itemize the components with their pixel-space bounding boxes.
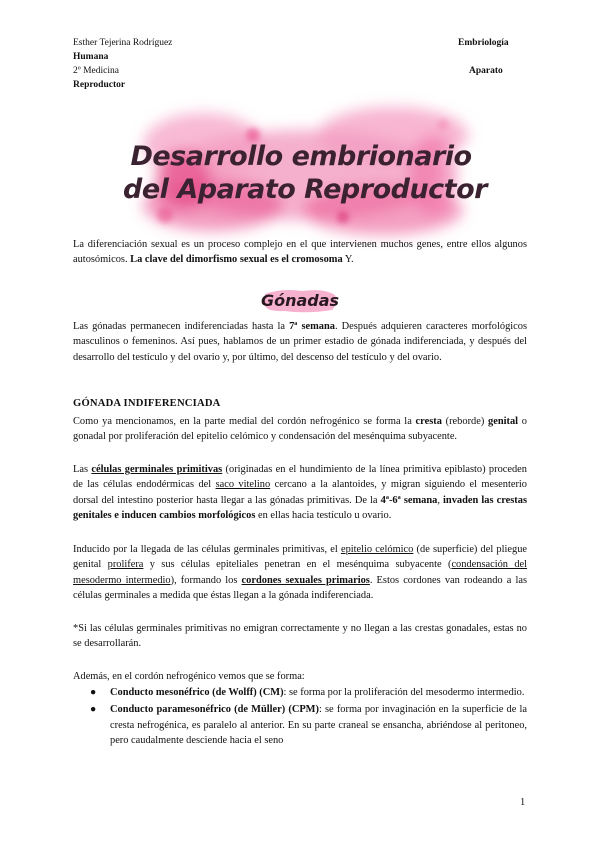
- paragraph-cresta-genital: [73, 414, 527, 445]
- section-heading-gonada-indiferenciada: GÓNADA INDIFERENCIADA: [73, 398, 221, 409]
- p2-b: cresta: [415, 416, 442, 427]
- paragraph-gonadas: [73, 319, 527, 365]
- p2-e: o gonadal por proliferación del epitelio celómico y condensación del mesénquima subyacente.: [73, 416, 527, 443]
- watercolor-banner-image: [123, 105, 487, 235]
- intro-text: La diferenciación sexual es un proceso complejo en el que intervienen muchos genes, entre ellos algunos autosómicos.: [73, 239, 527, 266]
- gonadas-highlight: [262, 286, 338, 314]
- p3-c: (originadas en el hundimiento de la línea primitiva epiblasto) proceden de las células endodérmicas del: [73, 464, 527, 491]
- gonadas-heading-text: Gónadas: [260, 291, 340, 310]
- p1-a: Las gónadas permanecen indiferenciadas hasta la: [73, 321, 290, 332]
- p2-c: (reborde): [441, 416, 489, 427]
- p4-b: epitelio celómico: [340, 544, 414, 555]
- list-item: [73, 685, 527, 700]
- header-topic: Aparato: [469, 66, 503, 76]
- header-course: 2º Medicina: [73, 66, 119, 76]
- banner-title-line1: Desarrollo embrionario: [130, 141, 472, 172]
- p1-c: . Después adquieren caracteres morfológicos masculinos o femeninos. Así pues, hablamos de un primer estadio de gónada indiferenciada, y después del desarrollo del testículo y del ovario y, por último, del descenso del testículo y del ovario.: [73, 321, 528, 363]
- p3-g: ,: [437, 494, 444, 506]
- bullet-text: : se forma por invaginación en la superficie de la cresta nefrogénica, es paralelo al anterior. En su parte craneal se ensancha, abriéndose al peritoneo, pero caudalmente desciende hacia el seno: [110, 704, 527, 746]
- paragraph-cordones-sexuales: [73, 542, 527, 603]
- banner-title-line2: del Aparato Reproductor: [123, 174, 487, 205]
- bullet-icon: ●: [90, 704, 97, 716]
- p2-d: genital: [488, 416, 519, 427]
- p3-b: células germinales primitivas: [91, 464, 223, 475]
- p1-b: 7ª semana: [289, 321, 335, 332]
- header-subject: Embriología: [458, 38, 509, 48]
- paragraph-cordon-nefrogenico: Además, en el cordón nefrogénico vemos que se forma:: [73, 671, 305, 682]
- p3-a: Las: [73, 464, 92, 475]
- gonadas-heading: [262, 286, 338, 314]
- p3-f: 4ª-6ª semana: [380, 494, 438, 506]
- intro-paragraph: [73, 237, 527, 268]
- header-subject-cont: Humana: [73, 52, 109, 62]
- page-number: 1: [520, 797, 526, 808]
- bullet-icon: ●: [90, 687, 97, 698]
- p3-h: invaden las crestas genitales e inducen cambios morfológicos: [73, 494, 528, 521]
- note-paragraph: *Si las células germinales primitivas no emigran correctamente y no llegan a las crestas gonadales, estas no se desarrollarán.: [73, 623, 527, 650]
- p4-h: cordones sexuales primarios: [241, 574, 370, 586]
- p3-d: saco vitelino: [215, 479, 271, 491]
- bullet-term: Conducto mesonéfrico (de Wolff) (CM): [110, 687, 284, 698]
- p4-i: . Estos cordones van rodeando a las células germinales a medida que éstas llegan a la gónada indiferenciada.: [73, 574, 527, 601]
- p4-c: (de superficie) del pliegue genital: [73, 544, 528, 571]
- paragraph-celulas-germinales: [73, 462, 527, 523]
- list-item: [73, 702, 527, 748]
- intro-bold: La clave del dimorfismo sexual es el cromosoma: [130, 254, 343, 266]
- p2-a: Como ya mencionamos, en la parte medial del cordón nefrogénico se forma la: [73, 416, 416, 427]
- p4-g: ), formando los: [170, 574, 242, 586]
- p4-d: prolifera: [107, 559, 144, 571]
- bullet-text: : se forma por la proliferación del mesodermo intermedio.: [283, 687, 525, 698]
- p4-a: Inducido por la llegada de las células germinales primitivas, el: [73, 544, 341, 555]
- p3-e: cercano a la alantoides, y migran siguiendo el mesenterio dorsal del intestino posterior hasta llegar a las gónadas primitivas. De la: [73, 479, 527, 506]
- intro-tail: Y.: [342, 254, 354, 266]
- p4-f: condensación del mesodermo intermedio: [73, 559, 528, 586]
- header-author: Esther Tejerina Rodríguez: [73, 38, 173, 48]
- bullet-list: [73, 685, 527, 750]
- bullet-term: Conducto paramesonéfrico (de Müller) (CPM): [110, 704, 319, 716]
- title-banner: [123, 105, 487, 235]
- p4-e: y sus células epiteliales penetran en el mesénquima subyacente (: [143, 559, 452, 571]
- p3-i: en ellas hacia testículo u ovario.: [255, 509, 392, 521]
- header-topic-cont: Reproductor: [73, 80, 126, 90]
